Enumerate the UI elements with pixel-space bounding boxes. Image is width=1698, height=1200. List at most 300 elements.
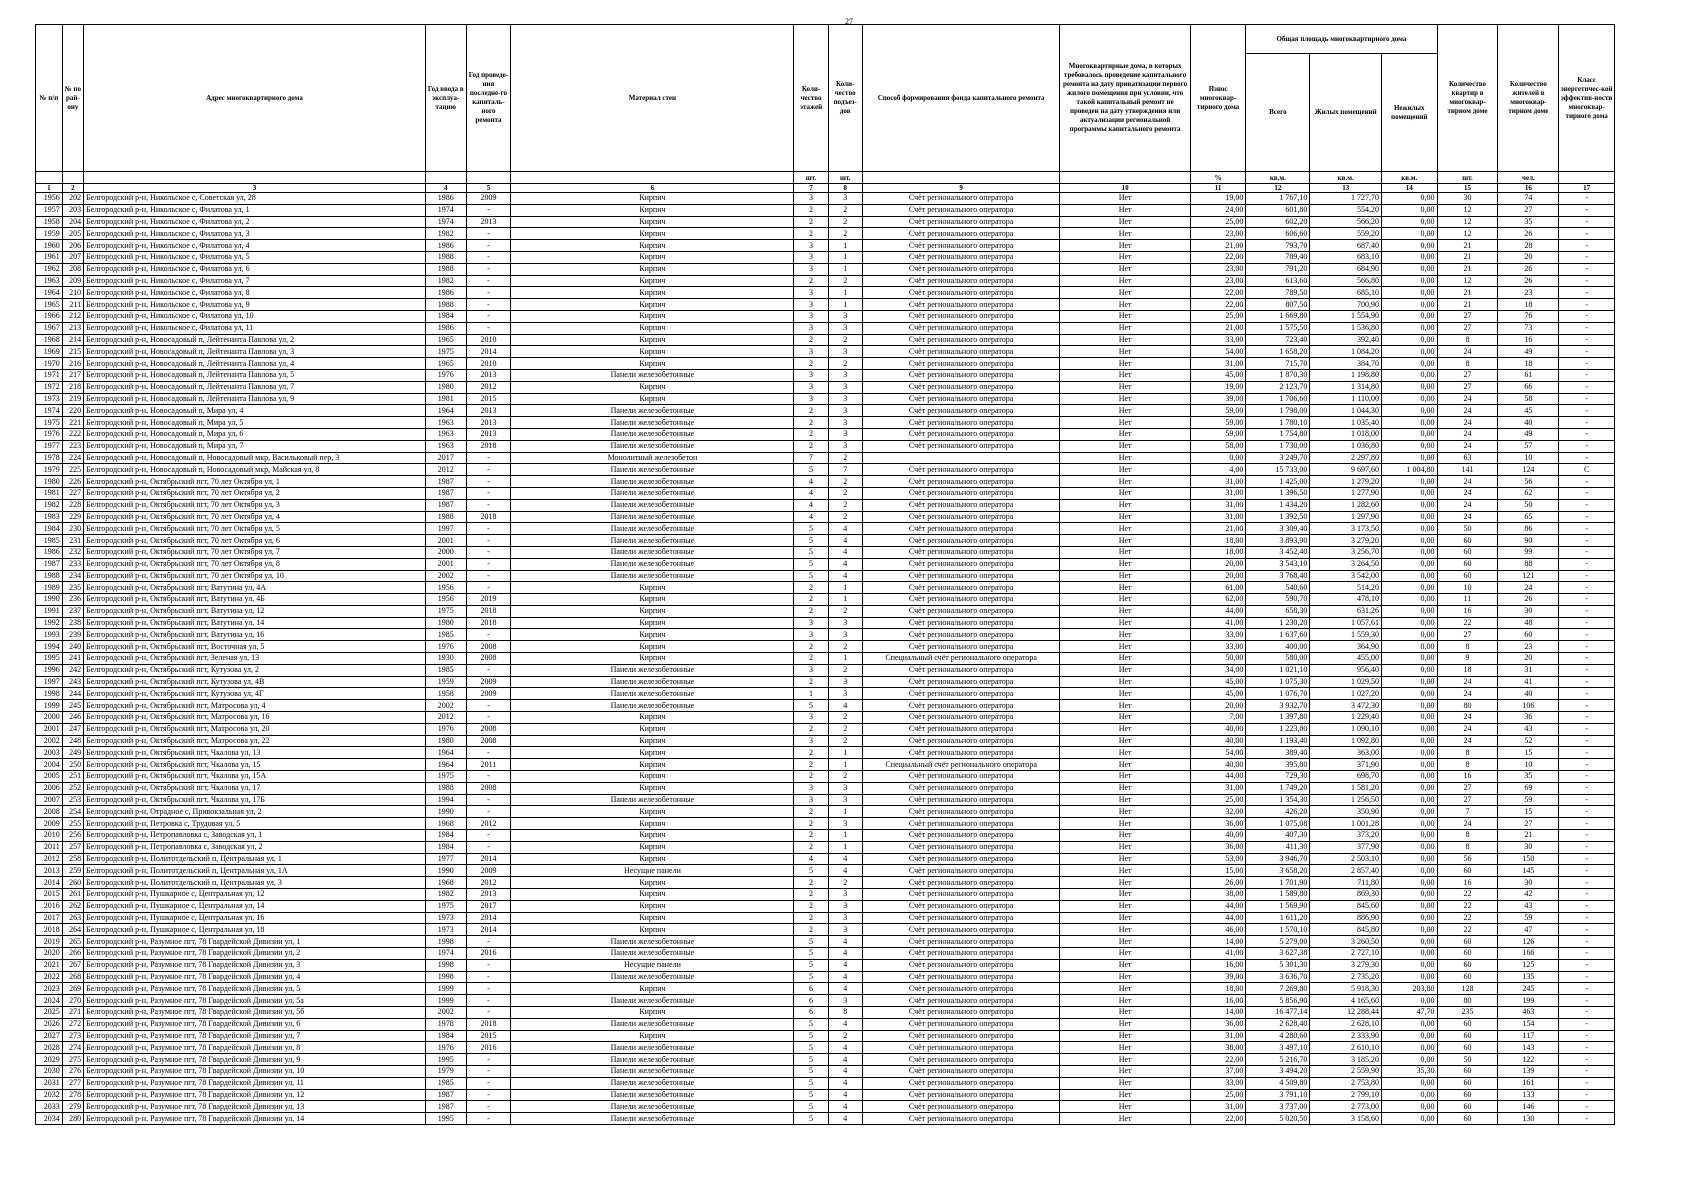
entrances-cell: 4: [828, 1054, 862, 1066]
apartments-cell: 21: [1437, 299, 1498, 311]
wall-material-cell: Панели железобетонные: [511, 1054, 794, 1066]
entrances-cell: 4: [828, 971, 862, 983]
row-number-cell: 2014: [36, 877, 63, 889]
row-number-cell: 2011: [36, 841, 63, 853]
area-living-cell: 377,90: [1310, 841, 1382, 853]
last-repair-year-cell: 2013: [466, 428, 511, 440]
entrances-cell: 2: [828, 275, 862, 287]
district-number-cell: 269: [62, 983, 83, 995]
address-cell: Белгородский р-н, Новосадовый п, Лейтенанта Павлова ул, 4: [84, 358, 426, 370]
unit-cell: [466, 172, 511, 184]
energy-class-cell: -: [1559, 251, 1615, 263]
district-number-cell: 205: [62, 228, 83, 240]
area-nonliving-cell: 0,00: [1381, 440, 1437, 452]
row-number-cell: 1999: [36, 700, 63, 712]
entrances-cell: 3: [828, 393, 862, 405]
area-total-cell: 1 354,30: [1246, 794, 1310, 806]
wear-cell: 22,00: [1190, 251, 1246, 263]
area-total-cell: 601,80: [1246, 204, 1310, 216]
last-repair-year-cell: -: [466, 275, 511, 287]
address-cell: Белгородский р-н, Никольское с, Филатова ул, 9: [84, 299, 426, 311]
wear-cell: 16,00: [1190, 995, 1246, 1007]
wall-material-cell: Кирпич: [511, 912, 794, 924]
area-nonliving-cell: 0,00: [1381, 877, 1437, 889]
area-total-cell: 793,70: [1246, 240, 1310, 252]
fund-method-cell: Счёт регионального оператора: [862, 275, 1060, 287]
header-repair-required: Многоквартирные дома, в которых требовалось проведение капитального ремонта на дату приватизации первого жилого помещения при условии, что такой капитальный ремонт не проведен на дату утверждения или актуализации региональной программы капитального ремонта: [1060, 25, 1190, 172]
residents-cell: 18: [1498, 299, 1559, 311]
year-built-cell: 1965: [425, 358, 466, 370]
last-repair-year-cell: -: [466, 971, 511, 983]
area-total-cell: 4 280,60: [1246, 1030, 1310, 1042]
area-total-cell: 389,40: [1246, 747, 1310, 759]
entrances-cell: 4: [828, 700, 862, 712]
area-living-cell: 2 735,20: [1310, 971, 1382, 983]
entrances-cell: 3: [828, 924, 862, 936]
row-number-cell: 2023: [36, 983, 63, 995]
row-number-cell: 2031: [36, 1077, 63, 1089]
wear-cell: 22,00: [1190, 1054, 1246, 1066]
floors-cell: 6: [794, 995, 828, 1007]
last-repair-year-cell: 2013: [466, 405, 511, 417]
area-nonliving-cell: 0,00: [1381, 334, 1437, 346]
area-nonliving-cell: 0,00: [1381, 1077, 1437, 1089]
district-number-cell: 202: [62, 193, 83, 205]
apartments-cell: 60: [1437, 535, 1498, 547]
energy-class-cell: -: [1559, 417, 1615, 429]
energy-class-cell: -: [1559, 995, 1615, 1007]
apartments-cell: 50: [1437, 1054, 1498, 1066]
wear-cell: 36,00: [1190, 1018, 1246, 1030]
area-total-cell: 3 737,00: [1246, 1101, 1310, 1113]
area-nonliving-cell: 0,00: [1381, 889, 1437, 901]
area-total-cell: 15 733,00: [1246, 464, 1310, 476]
last-repair-year-cell: -: [466, 936, 511, 948]
floors-cell: 5: [794, 1077, 828, 1089]
fund-method-cell: Счёт регионального оператора: [862, 924, 1060, 936]
energy-class-cell: -: [1559, 405, 1615, 417]
last-repair-year-cell: 2008: [466, 723, 511, 735]
wall-material-cell: Панели железобетонные: [511, 417, 794, 429]
apartments-cell: 8: [1437, 830, 1498, 842]
column-numbers-row: [36, 184, 1615, 193]
fund-method-cell: Счёт регионального оператора: [862, 251, 1060, 263]
floors-cell: 2: [794, 924, 828, 936]
repair-required-cell: Нет: [1060, 676, 1190, 688]
wall-material-cell: Несущие панели: [511, 959, 794, 971]
wear-cell: 7,00: [1190, 712, 1246, 724]
residents-cell: 30: [1498, 841, 1559, 853]
entrances-cell: 4: [828, 535, 862, 547]
area-nonliving-cell: 0,00: [1381, 570, 1437, 582]
address-cell: Белгородский р-н, Разумное пгт, 78 Гвардейской Дивизии ул, 11: [84, 1077, 426, 1089]
apartments-cell: 24: [1437, 476, 1498, 488]
repair-required-cell: Нет: [1060, 912, 1190, 924]
entrances-cell: 4: [828, 1042, 862, 1054]
district-number-cell: 229: [62, 511, 83, 523]
area-nonliving-cell: 0,00: [1381, 1113, 1437, 1125]
area-total-cell: 613,60: [1246, 275, 1310, 287]
repair-required-cell: Нет: [1060, 452, 1190, 464]
last-repair-year-cell: 2009: [466, 193, 511, 205]
last-repair-year-cell: 2013: [466, 216, 511, 228]
area-nonliving-cell: 0,00: [1381, 204, 1437, 216]
area-total-cell: 16 477,14: [1246, 1006, 1310, 1018]
repair-required-cell: Нет: [1060, 889, 1190, 901]
last-repair-year-cell: 2015: [466, 393, 511, 405]
row-number-cell: 2009: [36, 818, 63, 830]
wall-material-cell: Кирпич: [511, 830, 794, 842]
wear-cell: 20,00: [1190, 558, 1246, 570]
floors-cell: 2: [794, 440, 828, 452]
units-row: [36, 172, 1615, 184]
table-row: [36, 393, 1615, 405]
wear-cell: 45,00: [1190, 688, 1246, 700]
repair-required-cell: Нет: [1060, 900, 1190, 912]
wall-material-cell: Кирпич: [511, 900, 794, 912]
wall-material-cell: Панели железобетонные: [511, 995, 794, 1007]
repair-required-cell: Нет: [1060, 251, 1190, 263]
apartments-cell: 18: [1437, 664, 1498, 676]
address-cell: Белгородский р-н, Петропавловка с, Заводская ул, 2: [84, 841, 426, 853]
district-number-cell: 251: [62, 771, 83, 783]
address-cell: Белгородский р-н, Новосадовый п, Лейтенанта Павлова ул, 3: [84, 346, 426, 358]
repair-required-cell: Нет: [1060, 487, 1190, 499]
area-total-cell: 580,00: [1246, 653, 1310, 665]
year-built-cell: 1981: [425, 393, 466, 405]
energy-class-cell: -: [1559, 546, 1615, 558]
wear-cell: 31,00: [1190, 782, 1246, 794]
floors-cell: 5: [794, 464, 828, 476]
apartments-cell: 60: [1437, 570, 1498, 582]
area-nonliving-cell: 0,00: [1381, 452, 1437, 464]
entrances-cell: 4: [828, 983, 862, 995]
fund-method-cell: Счёт регионального оператора: [862, 499, 1060, 511]
energy-class-cell: -: [1559, 771, 1615, 783]
wear-cell: 21,00: [1190, 523, 1246, 535]
area-nonliving-cell: 0,00: [1381, 830, 1437, 842]
wall-material-cell: Кирпич: [511, 251, 794, 263]
residents-cell: 59: [1498, 794, 1559, 806]
area-total-cell: 1 658,20: [1246, 346, 1310, 358]
apartments-cell: 8: [1437, 334, 1498, 346]
row-number-cell: 1972: [36, 381, 63, 393]
unit-cell: [36, 172, 63, 184]
year-built-cell: 1964: [425, 405, 466, 417]
address-cell: Белгородский р-н, Пушкарное с, Центральная ул, 16: [84, 912, 426, 924]
district-number-cell: 254: [62, 806, 83, 818]
repair-required-cell: Нет: [1060, 1018, 1190, 1030]
entrances-cell: 3: [828, 995, 862, 1007]
area-living-cell: 698,70: [1310, 771, 1382, 783]
area-living-cell: 1 092,80: [1310, 735, 1382, 747]
area-nonliving-cell: 0,00: [1381, 310, 1437, 322]
header-area-group: Общая площадь многоквартирного дома: [1246, 25, 1437, 54]
fund-method-cell: Счёт регионального оператора: [862, 487, 1060, 499]
area-nonliving-cell: 0,00: [1381, 900, 1437, 912]
floors-cell: 5: [794, 700, 828, 712]
address-cell: Белгородский р-н, Никольское с, Филатова ул, 5: [84, 251, 426, 263]
area-total-cell: 658,30: [1246, 605, 1310, 617]
residents-cell: 42: [1498, 889, 1559, 901]
wall-material-cell: Кирпич: [511, 358, 794, 370]
column-number-cell: 15: [1437, 184, 1498, 193]
apartments-cell: 24: [1437, 346, 1498, 358]
area-total-cell: 807,50: [1246, 299, 1310, 311]
apartments-cell: 21: [1437, 263, 1498, 275]
year-built-cell: 1984: [425, 310, 466, 322]
apartments-cell: 24: [1437, 428, 1498, 440]
year-built-cell: 1999: [425, 983, 466, 995]
residents-cell: 245: [1498, 983, 1559, 995]
energy-class-cell: -: [1559, 759, 1615, 771]
unit-cell: кв.м.: [1381, 172, 1437, 184]
year-built-cell: 1998: [425, 959, 466, 971]
row-number-cell: 1986: [36, 546, 63, 558]
entrances-cell: 3: [828, 818, 862, 830]
table-row: [36, 546, 1615, 558]
address-cell: Белгородский р-н, Отрадное с, Привокзальная ул, 2: [84, 806, 426, 818]
header-address: Адрес многоквартирного дома: [84, 25, 426, 172]
address-cell: Белгородский р-н, Разумное пгт, 78 Гвардейской Дивизии ул, 12: [84, 1089, 426, 1101]
wall-material-cell: Кирпич: [511, 322, 794, 334]
entrances-cell: 4: [828, 853, 862, 865]
fund-method-cell: Счёт регионального оператора: [862, 747, 1060, 759]
area-living-cell: 711,80: [1310, 877, 1382, 889]
year-built-cell: 1973: [425, 924, 466, 936]
apartments-cell: 10: [1437, 582, 1498, 594]
wear-cell: 46,00: [1190, 924, 1246, 936]
area-living-cell: 559,20: [1310, 228, 1382, 240]
floors-cell: 3: [794, 629, 828, 641]
residents-cell: 24: [1498, 582, 1559, 594]
row-number-cell: 1957: [36, 204, 63, 216]
year-built-cell: 1959: [425, 676, 466, 688]
entrances-cell: 4: [828, 959, 862, 971]
repair-required-cell: Нет: [1060, 558, 1190, 570]
area-living-cell: 631,26: [1310, 605, 1382, 617]
repair-required-cell: Нет: [1060, 476, 1190, 488]
entrances-cell: 3: [828, 617, 862, 629]
apartments-cell: 24: [1437, 405, 1498, 417]
energy-class-cell: -: [1559, 1089, 1615, 1101]
residents-cell: 10: [1498, 452, 1559, 464]
district-number-cell: 208: [62, 263, 83, 275]
last-repair-year-cell: -: [466, 995, 511, 1007]
year-built-cell: 1980: [425, 617, 466, 629]
area-living-cell: 956,40: [1310, 664, 1382, 676]
floors-cell: 6: [794, 1006, 828, 1018]
floors-cell: 7: [794, 452, 828, 464]
energy-class-cell: -: [1559, 346, 1615, 358]
fund-method-cell: Счёт регионального оператора: [862, 605, 1060, 617]
wall-material-cell: Панели железобетонные: [511, 664, 794, 676]
address-cell: Белгородский р-н, Пушкарное с, Центральная ул, 14: [84, 900, 426, 912]
area-total-cell: 3 893,90: [1246, 535, 1310, 547]
district-number-cell: 279: [62, 1101, 83, 1113]
wear-cell: 22,00: [1190, 299, 1246, 311]
fund-method-cell: Счёт регионального оператора: [862, 971, 1060, 983]
district-number-cell: 237: [62, 605, 83, 617]
repair-required-cell: Нет: [1060, 853, 1190, 865]
area-total-cell: 2 123,70: [1246, 381, 1310, 393]
last-repair-year-cell: -: [466, 841, 511, 853]
district-number-cell: 255: [62, 818, 83, 830]
last-repair-year-cell: -: [466, 712, 511, 724]
residents-cell: 146: [1498, 1101, 1559, 1113]
floors-cell: 3: [794, 322, 828, 334]
table-row: [36, 487, 1615, 499]
area-living-cell: 514,20: [1310, 582, 1382, 594]
energy-class-cell: -: [1559, 983, 1615, 995]
area-living-cell: 1 035,40: [1310, 417, 1382, 429]
fund-method-cell: Счёт регионального оператора: [862, 629, 1060, 641]
wall-material-cell: Панели железобетонные: [511, 1089, 794, 1101]
wear-cell: 19,00: [1190, 193, 1246, 205]
area-living-cell: 3 279,30: [1310, 959, 1382, 971]
area-total-cell: 1 780,10: [1246, 417, 1310, 429]
address-cell: Белгородский р-н, Октябрьский пгт, 70 лет Октября ул, 8: [84, 558, 426, 570]
column-number-cell: 13: [1310, 184, 1382, 193]
residents-cell: 52: [1498, 735, 1559, 747]
district-number-cell: 223: [62, 440, 83, 452]
floors-cell: 2: [794, 641, 828, 653]
table-row: [36, 641, 1615, 653]
repair-required-cell: Нет: [1060, 1054, 1190, 1066]
last-repair-year-cell: 2018: [466, 440, 511, 452]
last-repair-year-cell: 2016: [466, 948, 511, 960]
wear-cell: 20,00: [1190, 700, 1246, 712]
entrances-cell: 4: [828, 1089, 862, 1101]
address-cell: Белгородский р-н, Никольское с, Филатова ул, 3: [84, 228, 426, 240]
table-row: [36, 959, 1615, 971]
repair-required-cell: Нет: [1060, 369, 1190, 381]
residents-cell: 27: [1498, 204, 1559, 216]
wear-cell: 36,00: [1190, 841, 1246, 853]
area-total-cell: 1 798,00: [1246, 405, 1310, 417]
address-cell: Белгородский р-н, Разумное пгт, 78 Гвардейской Дивизии ул, 5б: [84, 1006, 426, 1018]
floors-cell: 3: [794, 263, 828, 275]
year-built-cell: 1995: [425, 1113, 466, 1125]
fund-method-cell: [862, 452, 1060, 464]
table-row: [36, 464, 1615, 476]
wear-cell: 22,00: [1190, 1113, 1246, 1125]
last-repair-year-cell: 2008: [466, 641, 511, 653]
last-repair-year-cell: -: [466, 546, 511, 558]
energy-class-cell: -: [1559, 476, 1615, 488]
floors-cell: 3: [794, 193, 828, 205]
floors-cell: 2: [794, 228, 828, 240]
district-number-cell: 212: [62, 310, 83, 322]
wear-cell: 31,00: [1190, 476, 1246, 488]
area-total-cell: 1 669,80: [1246, 310, 1310, 322]
table-row: [36, 1030, 1615, 1042]
address-cell: Белгородский р-н, Октябрьский пгт, 70 лет Октября ул, 1: [84, 476, 426, 488]
column-number-cell: 4: [425, 184, 466, 193]
fund-method-cell: Счёт регионального оператора: [862, 428, 1060, 440]
apartments-cell: 12: [1437, 204, 1498, 216]
district-number-cell: 268: [62, 971, 83, 983]
wear-cell: 25,00: [1190, 310, 1246, 322]
area-living-cell: 1 256,50: [1310, 794, 1382, 806]
last-repair-year-cell: 2010: [466, 358, 511, 370]
district-number-cell: 226: [62, 476, 83, 488]
area-total-cell: 1 075,08: [1246, 818, 1310, 830]
header-fund-method: Способ формирования фонда капитального ремонта: [862, 25, 1060, 172]
residents-cell: 35: [1498, 771, 1559, 783]
table-row: [36, 971, 1615, 983]
energy-class-cell: -: [1559, 535, 1615, 547]
area-living-cell: 566,20: [1310, 216, 1382, 228]
energy-class-cell: -: [1559, 617, 1615, 629]
area-nonliving-cell: 0,00: [1381, 712, 1437, 724]
unit-cell: [1060, 172, 1190, 184]
residents-cell: 45: [1498, 405, 1559, 417]
area-nonliving-cell: 0,00: [1381, 240, 1437, 252]
wall-material-cell: Кирпич: [511, 1030, 794, 1042]
entrances-cell: 3: [828, 310, 862, 322]
wear-cell: 44,00: [1190, 912, 1246, 924]
entrances-cell: 2: [828, 204, 862, 216]
apartments-cell: 128: [1437, 983, 1498, 995]
residents-cell: 41: [1498, 676, 1559, 688]
wear-cell: 18,00: [1190, 535, 1246, 547]
row-number-cell: 2015: [36, 889, 63, 901]
wall-material-cell: Кирпич: [511, 747, 794, 759]
fund-method-cell: Счёт регионального оператора: [862, 287, 1060, 299]
area-nonliving-cell: 0,00: [1381, 322, 1437, 334]
residents-cell: 49: [1498, 428, 1559, 440]
wear-cell: 50,00: [1190, 653, 1246, 665]
fund-method-cell: Счёт регионального оператора: [862, 193, 1060, 205]
wear-cell: 33,00: [1190, 1077, 1246, 1089]
energy-class-cell: -: [1559, 676, 1615, 688]
apartments-cell: 24: [1437, 676, 1498, 688]
area-living-cell: 2 773,00: [1310, 1101, 1382, 1113]
area-total-cell: 3 627,38: [1246, 948, 1310, 960]
fund-method-cell: Счёт регионального оператора: [862, 299, 1060, 311]
area-living-cell: 3 256,70: [1310, 546, 1382, 558]
residents-cell: 61: [1498, 369, 1559, 381]
area-nonliving-cell: 47,70: [1381, 1006, 1437, 1018]
district-number-cell: 231: [62, 535, 83, 547]
table-row: [36, 358, 1615, 370]
apartments-cell: 8: [1437, 747, 1498, 759]
repair-required-cell: Нет: [1060, 334, 1190, 346]
floors-cell: 4: [794, 487, 828, 499]
apartments-cell: 60: [1437, 1065, 1498, 1077]
column-number-cell: 12: [1246, 184, 1310, 193]
wear-cell: 25,00: [1190, 794, 1246, 806]
wear-cell: 61,00: [1190, 582, 1246, 594]
row-number-cell: 2018: [36, 924, 63, 936]
apartments-cell: 60: [1437, 959, 1498, 971]
floors-cell: 2: [794, 428, 828, 440]
address-cell: Белгородский р-н, Октябрьский пгт, Матросова ул, 16: [84, 712, 426, 724]
area-nonliving-cell: 0,00: [1381, 523, 1437, 535]
floors-cell: 2: [794, 216, 828, 228]
fund-method-cell: Счёт регионального оператора: [862, 1101, 1060, 1113]
area-living-cell: 1 282,60: [1310, 499, 1382, 511]
wall-material-cell: Кирпич: [511, 240, 794, 252]
repair-required-cell: Нет: [1060, 924, 1190, 936]
repair-required-cell: Нет: [1060, 735, 1190, 747]
district-number-cell: 242: [62, 664, 83, 676]
residents-cell: 21: [1498, 830, 1559, 842]
row-number-cell: 2033: [36, 1101, 63, 1113]
last-repair-year-cell: -: [466, 310, 511, 322]
energy-class-cell: -: [1559, 299, 1615, 311]
